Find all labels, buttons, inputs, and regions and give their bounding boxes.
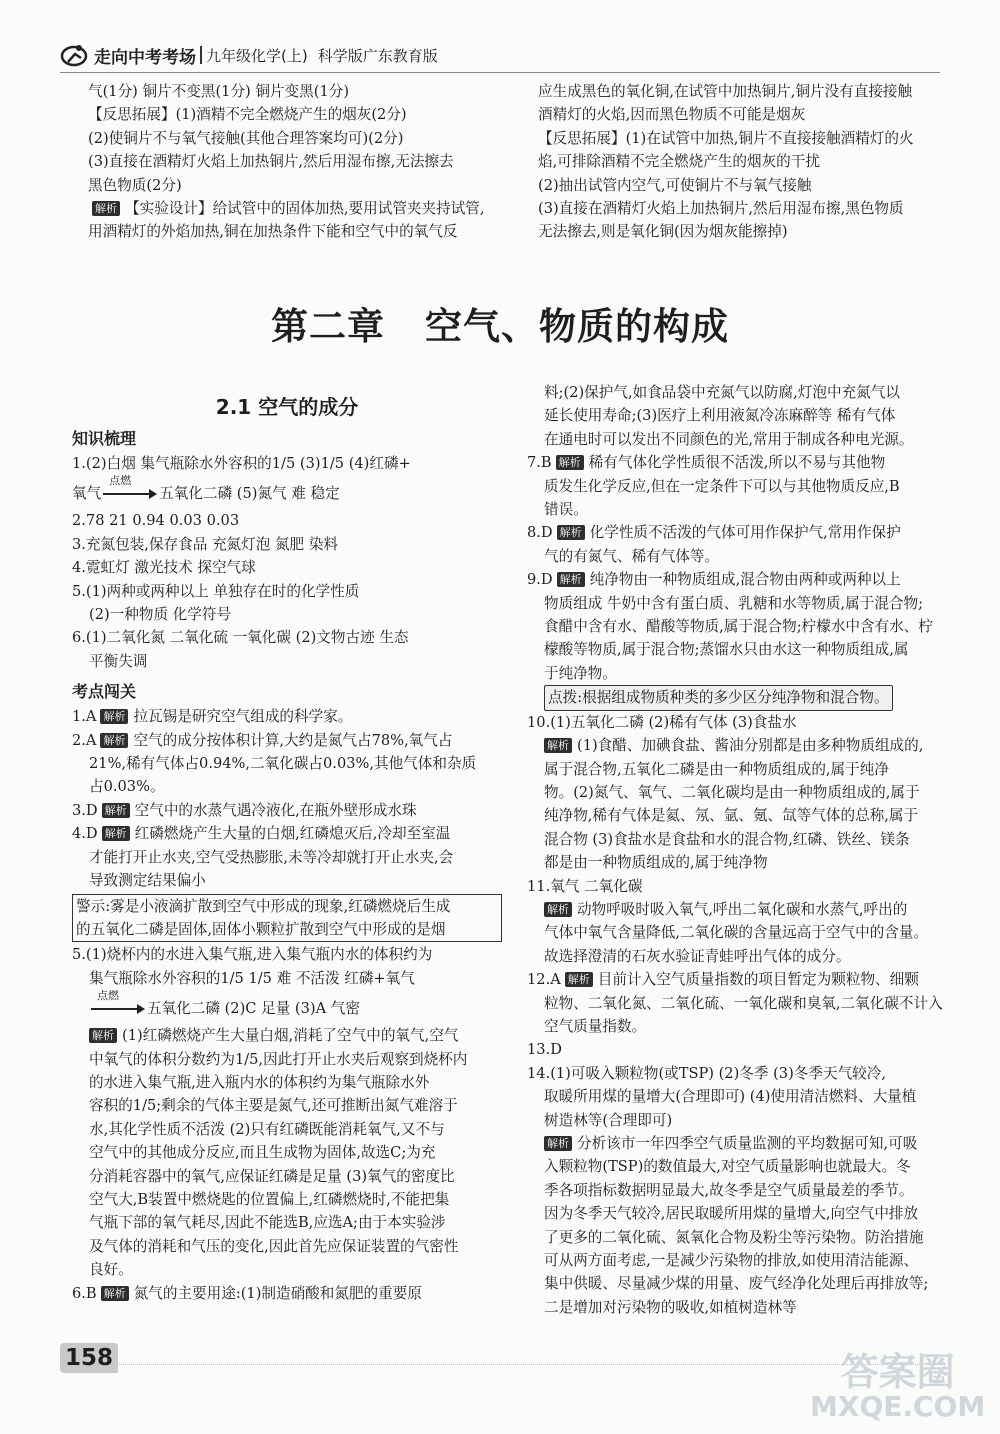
edition-label: 科学版广东教育版 <box>317 46 438 65</box>
text-line: 6.(1)二氧化氮 二氧化硫 一氧化碳 (2)文物古迹 生态 <box>72 629 409 647</box>
text-line: 的水进入集气瓶,进入瓶内水的体积约为集气瓶除水外 <box>89 1073 430 1091</box>
answer-number: 6.B <box>72 1284 97 1302</box>
text-line: 红磷燃烧产生大量的白烟,红磷熄灭后,冷却至室温 <box>134 825 451 843</box>
analysis-tag: 解析 <box>544 738 572 753</box>
text-line: 10.(1)五氧化二磷 (2)稀有气体 (3)食盐水 <box>527 713 797 731</box>
text-line: 导致测定结果偏小 <box>89 872 206 890</box>
text-line: 应生成黑色的氧化铜,在试管中加热铜片,铜片没有直接接触 <box>538 83 913 100</box>
running-header <box>60 40 940 70</box>
text-line: 1.(2)白烟 集气瓶除水外容积的1/5 (3)1/5 (4)红磷+ <box>72 455 411 472</box>
answer-number: 2.A <box>72 731 97 749</box>
book-title: 走向中考考场 <box>94 47 196 68</box>
text-line: 集中供暖、尽量减少煤的用量、废气经净化处理后再排放等; <box>544 1275 929 1293</box>
text-line: 平衡失调 <box>89 652 148 670</box>
text-line: 物质组成 牛奶中含有蛋白质、乳糖和水等物质,属于混合物; <box>544 594 924 612</box>
text-line: 及气体的消耗和气压的变化,因此首先应保证装置的气密性 <box>89 1237 459 1255</box>
reaction-arrow-icon <box>91 990 145 1014</box>
text-line: 4.霓虹灯 激光技术 探空气球 <box>72 559 256 577</box>
text-line: 檬酸等物质,属于混合物;蒸馏水只由水这一种物质组成,属 <box>544 641 909 659</box>
text-line: 于纯净物。 <box>544 664 617 682</box>
answer-number: 12.A <box>527 971 561 989</box>
text-line: 3.充氮包装,保存食品 充氮灯泡 氮肥 染料 <box>72 535 338 553</box>
watermark-logo-text: 答案圈 <box>840 1350 955 1394</box>
text-line: 五氧化二磷 (5)氮气 难 稳定 <box>159 485 340 503</box>
text-line: 的五氧化二磷是固体,固体小颗粒扩散到空气中形成的是烟 <box>76 920 446 938</box>
heading-practice: 考点闯关 <box>72 682 137 702</box>
text-line: 分消耗容器中的氧气,应保证红磷是足量 (3)氧气的密度比 <box>89 1167 455 1185</box>
text-line: 空气中的其他成分反应,而且生成物为固体,故选C;为充 <box>89 1144 436 1162</box>
analysis-tag: 解析 <box>89 1028 117 1043</box>
text-line: 错误。 <box>544 501 588 519</box>
text-line: 焰,可排除酒精不完全燃烧产生的烟灰的干扰 <box>538 153 820 171</box>
text-line: 气的有氮气、稀有气体等。 <box>544 547 720 565</box>
answer-number: 8.D <box>527 524 553 542</box>
arrow-condition: 点燃 <box>109 475 132 488</box>
answer-number: 7.B <box>527 454 552 472</box>
text-line: 入颗粒物(TSP)的数值最大,对空气质量影响也就最大。冬 <box>544 1158 911 1176</box>
text-line: (1)食醋、加碘食盐、酱油分别都是由多种物质组成的, <box>577 737 924 755</box>
analysis-tag: 解析 <box>544 1136 572 1151</box>
text-line: 了更多的二氧化硫、氮氧化合物及粉尘等污染物。防治措施 <box>544 1228 924 1246</box>
text-line: 21%,稀有气体占0.94%,二氧化碳占0.03%,其他气体和杂质 <box>89 755 477 773</box>
answer-number: 9.D <box>527 571 553 589</box>
heading-knowledge: 知识梳理 <box>72 429 137 448</box>
tip-box: 点拨:根据组成物质种类的多少区分纯净物和混合物。 <box>544 685 893 710</box>
text-line: 占0.03%。 <box>89 778 165 796</box>
header-divider <box>200 46 202 64</box>
text-line: 空气中的水蒸气遇冷液化,在瓶外壁形成水珠 <box>134 801 417 819</box>
right-column <box>527 381 952 1319</box>
text-line: 季各项指标数据明显最大,故冬季是空气质量最差的季节。 <box>544 1181 914 1199</box>
text-line: 无法擦去,则是氧化铜(因为烟灰能擦掉) <box>538 223 788 241</box>
analysis-tag: 解析 <box>557 572 585 587</box>
runner-logo-icon <box>60 42 90 68</box>
text-line: 动物呼吸时吸入氧气,呼出二氧化碳和水蒸气,呼出的 <box>577 900 908 918</box>
chapter-name: 空气、物质的构成 <box>425 305 729 348</box>
text-line: 集气瓶除水外容积的1/5 1/5 难 不活泼 红磷+氧气 <box>89 969 415 987</box>
analysis-tag: 解析 <box>101 1286 129 1301</box>
text-line: 粒物、二氧化氮、二氧化硫、一氧化碳和臭氧,二氧化碳不计入 <box>544 994 943 1012</box>
grade-label: 九年级化学(上) <box>206 46 308 65</box>
watermark-site: MXQE.COM <box>810 1390 986 1423</box>
text-line: 因为冬季天气较冷,居民取暖所用煤的量增大,向空气中排放 <box>544 1205 919 1223</box>
left-column <box>72 392 502 1305</box>
text-line: 在通电时可以发出不同颜色的光,常用于制成各种电光源。 <box>544 430 914 448</box>
text-line: 故选择澄清的石灰水验证青蛙呼出气体的成分。 <box>544 947 851 965</box>
text-line: 化学性质不活泼的气体可用作保护气,常用作保护 <box>589 524 901 542</box>
text-line: 容积的1/5;剩余的气体主要是氮气,还可推断出氮气难溶于 <box>89 1097 458 1115</box>
text-line: 二是增加对污染物的吸收,如植树造林等 <box>544 1298 797 1316</box>
answer-number: 3.D <box>72 801 98 819</box>
text-line: 2.78 21 0.94 0.03 0.03 <box>72 512 240 530</box>
analysis-tag: 解析 <box>544 902 572 917</box>
text-line: 用酒精灯的外焰加热,铜在加热条件下能和空气中的氧气反 <box>88 223 458 241</box>
analysis-tag: 解析 <box>100 709 128 724</box>
text-line: 混合物 (3)食盐水是食盐和水的混合物,红磷、铁丝、镁条 <box>544 830 910 848</box>
analysis-tag: 解析 <box>556 455 584 470</box>
page-number: 158 <box>60 1343 118 1373</box>
text-line: 氮气的主要用途:(1)制造硝酸和氮肥的重要原 <box>133 1284 422 1302</box>
text-line: 5.(1)两种或两种以上 单独存在时的化学性质 <box>72 582 360 600</box>
analysis-tag: 解析 <box>557 525 585 540</box>
text-line: 14.(1)可吸入颗粒物(或TSP) (2)冬季 (3)冬季天气较冷, <box>527 1064 886 1082</box>
header-rule <box>60 72 940 73</box>
text-line: 酒精灯的火焰,因而黑色物质不可能是烟灰 <box>538 106 806 124</box>
text-line: 纯净物由一种物质组成,混合物由两种或两种以上 <box>589 571 901 589</box>
text-line: 目前计入空气质量指数的项目暂定为颗粒物、细颗 <box>597 971 919 989</box>
text-line: 气瓶下部的氧气耗尽,因此不能选B,应选A;由于本实验涉 <box>89 1214 446 1232</box>
text-line: (2)抽出试管内空气,可使铜片不与氧气接触 <box>538 176 812 194</box>
text-line: 13.D <box>527 1041 562 1059</box>
top-left-column <box>88 80 508 244</box>
text-line: 分析该市一年四季空气质量监测的平均数据可知,可吸 <box>577 1135 918 1152</box>
text-line: 拉瓦锡是研究空气组成的科学家。 <box>133 708 353 726</box>
text-line: 质发生化学反应,但在一定条件下可以与其他物质反应,B <box>544 477 900 495</box>
watermark <box>810 1352 985 1422</box>
text-line: (2)使铜片不与氧气接触(其他合理答案均可)(2分) <box>88 129 404 147</box>
text-line: 取暖所用煤的量增大(合理即可) (4)使用清洁燃料、大量植 <box>544 1088 917 1106</box>
answer-number: 1.A <box>72 708 97 726</box>
text-line: 气体中氧气含量降低,二氧化碳的含量远高于空气中的含量。 <box>544 924 929 942</box>
analysis-tag: 解析 <box>92 201 120 216</box>
text-line: 5.(1)烧杯内的水进入集气瓶,进入集气瓶内水的体积约为 <box>72 946 433 964</box>
text-line: 水,其化学性质不活泼 (2)只有红磷既能消耗氧气,又不与 <box>89 1120 445 1138</box>
warning-box <box>72 894 502 943</box>
text-line: 食醋中含有水、醋酸等物质,属于混合物;柠檬水中含有水、柠 <box>544 618 933 636</box>
text-line: 警示:雾是小液滴扩散到空气中形成的现象,红磷燃烧后生成 <box>76 897 451 915</box>
text-line: 五氧化二磷 (2)C 足量 (3)A 气密 <box>147 1000 360 1018</box>
text-line: 树造林等(合理即可) <box>544 1111 673 1129</box>
text-line: 才能打开止水夹,空气受热膨胀,未等冷却就打开止水夹,会 <box>89 848 454 866</box>
text-line: 【实验设计】给试管中的固体加热,要用试管夹夹持试管, <box>125 200 485 218</box>
text-line: 空气质量指数。 <box>544 1017 647 1035</box>
footer-rule <box>60 1364 940 1365</box>
text-line: 物。(2)氮气、氧气、二氧化碳均是由一种物质组成的,属于 <box>544 783 920 801</box>
text-line: 延长使用寿命;(3)医疗上利用液氮冷冻麻醉等 稀有气体 <box>544 407 896 425</box>
text-line: 都是由一种物质组成的,属于纯净物 <box>544 854 768 872</box>
text-line: 【反思拓展】(1)在试管中加热,铜片不直接接触酒精灯的火 <box>538 129 914 147</box>
text-line: 气(1分) 铜片不变黑(1分) 铜片变黑(1分) <box>88 83 350 100</box>
text-line: (2)一种物质 化学符号 <box>89 606 232 624</box>
text-line: 【反思拓展】(1)酒精不完全燃烧产生的烟灰(2分) <box>88 106 407 124</box>
analysis-tag: 解析 <box>100 733 128 748</box>
analysis-tag: 解析 <box>102 803 130 818</box>
section-title: 2.1 空气的成分 <box>215 395 359 419</box>
text-line: 可从两方面考虑,一是减少污染物的排放,如使用清洁能源、 <box>544 1252 919 1270</box>
text-line: 纯净物,稀有气体是氦、氖、氩、氪、氙等气体的总称,属于 <box>544 807 919 825</box>
text-line: 黑色物质(2分) <box>88 176 182 194</box>
text-line: 良好。 <box>89 1261 133 1279</box>
text-line: 属于混合物,五氧化二磷是由一种物质组成的,属于纯净 <box>544 760 889 778</box>
text-line: 中氧气的体积分数约为1/5,因此打开止水夹后观察到烧杯内 <box>89 1050 468 1068</box>
text-line: 空气大,B装置中燃烧匙的位置偏上,红磷燃烧时,不能把集 <box>89 1190 450 1208</box>
equation-reactant: 氧气 <box>72 485 102 503</box>
text-line: (1)红磷燃烧产生大量白烟,消耗了空气中的氧气,空气 <box>122 1027 459 1045</box>
chapter-number: 第二章 <box>271 305 385 348</box>
text-line: 11.氧气 二氧化碳 <box>527 877 643 895</box>
arrow-condition: 点燃 <box>97 990 119 1003</box>
text-line: (3)直接在酒精灯火焰上加热铜片,然后用湿布擦,无法擦去 <box>88 153 454 171</box>
text-line: (3)直接在酒精灯火焰上加热铜片,然后用湿布擦,黑色物质 <box>538 200 904 218</box>
text-line: 空气的成分按体积计算,大约是氮气占78%,氧气占 <box>133 731 453 749</box>
analysis-tag: 解析 <box>565 972 593 987</box>
analysis-tag: 解析 <box>102 826 130 841</box>
reaction-arrow-icon <box>103 475 157 499</box>
text-line: 稀有气体化学性质很不活泼,所以不易与其他物 <box>588 454 886 472</box>
text-line: 料;(2)保护气,如食品袋中充氮气以防腐,灯泡中充氮气以 <box>544 384 900 401</box>
chapter-title <box>0 296 1000 350</box>
top-right-column <box>538 80 953 244</box>
answer-number: 4.D <box>72 825 98 843</box>
